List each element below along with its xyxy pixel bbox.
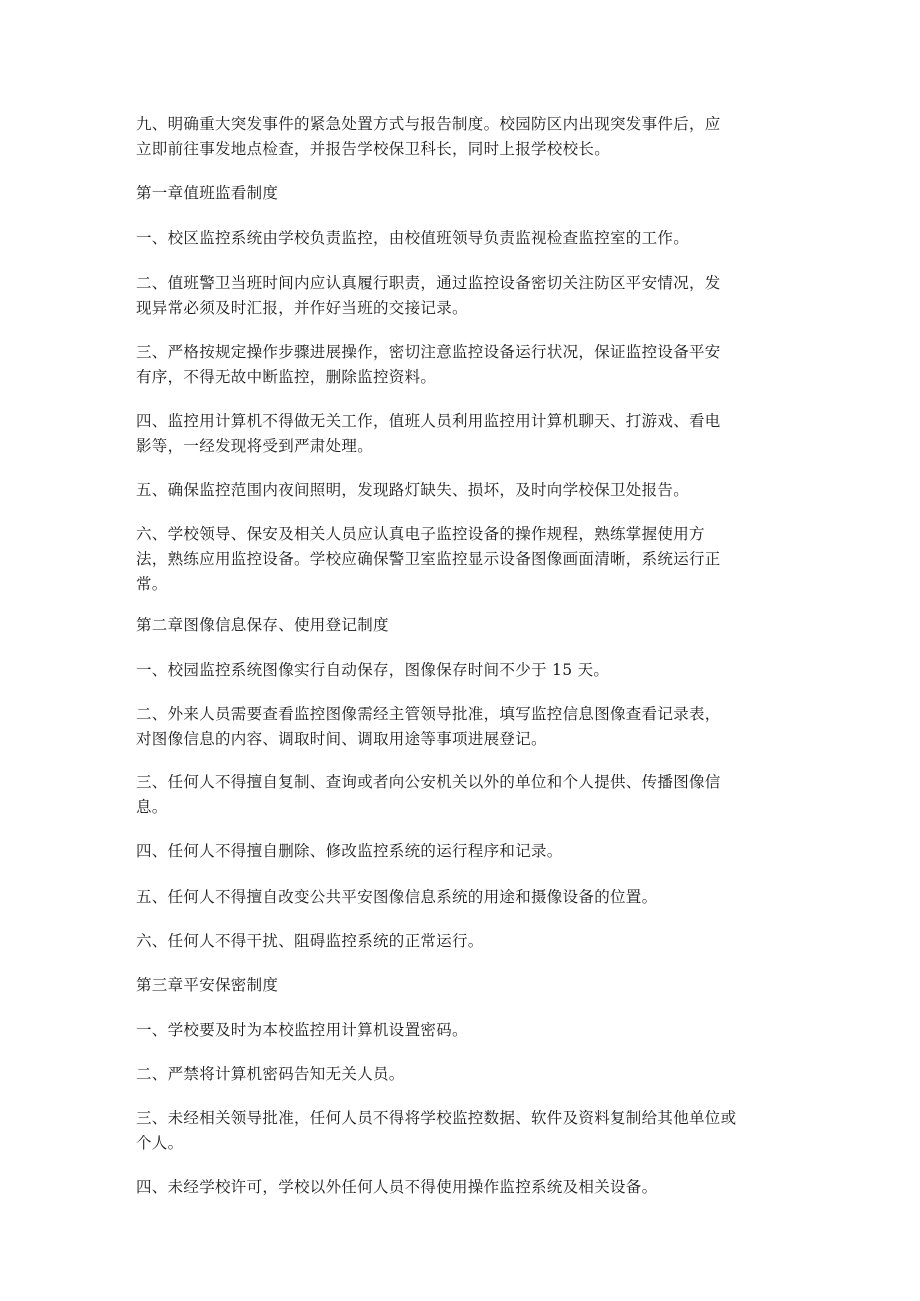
paragraph-line: 个人。 xyxy=(136,1134,184,1152)
ch2-item-4 xyxy=(136,839,786,864)
paragraph-line: 有序，不得无故中断监控，删除监控资料。 xyxy=(136,368,437,386)
ch2-item-1 xyxy=(136,658,786,683)
chapter-2-heading xyxy=(136,613,786,638)
paragraph-line: 常。 xyxy=(136,575,168,593)
ch2-item-6 xyxy=(136,929,786,954)
paragraph-line: 三、严格按规定操作步骤进展操作，密切注意监控设备运行状况，保证监控设备平安 xyxy=(136,343,721,361)
chapter-1-heading xyxy=(136,181,786,206)
heading-line: 第一章值班监看制度 xyxy=(136,184,279,202)
paragraph-line: 对图像信息的内容、调取时间、调取用途等事项进展登记。 xyxy=(136,730,547,748)
paragraph-9-emergency xyxy=(136,112,786,162)
paragraph-line: 四、监控用计算机不得做无关工作，值班人员利用监控用计算机聊天、打游戏、看电 xyxy=(136,412,721,430)
ch1-item-2 xyxy=(136,271,786,321)
ch1-item-4 xyxy=(136,409,786,459)
paragraph-line: 二、值班警卫当班时间内应认真履行职责，通过监控设备密切关注防区平安情况，发 xyxy=(136,274,721,292)
paragraph-line: 息。 xyxy=(136,798,168,816)
ch1-item-3 xyxy=(136,340,786,390)
paragraph-line: 六、任何人不得干扰、阻碍监控系统的正常运行。 xyxy=(136,932,484,950)
heading-line: 第二章图像信息保存、使用登记制度 xyxy=(136,616,389,634)
paragraph-line: 二、严禁将计算机密码告知无关人员。 xyxy=(136,1065,405,1083)
paragraph-line: 九、明确重大突发事件的紧急处置方式与报告制度。校园防区内出现突发事件后，应 xyxy=(136,115,721,133)
ch1-item-1 xyxy=(136,226,786,251)
paragraph-line: 六、学校领导、保安及相关人员应认真电子监控设备的操作规程，熟练掌握使用方 xyxy=(136,525,705,543)
ch1-item-5 xyxy=(136,478,786,503)
paragraph-line: 现异常必须及时汇报，并作好当班的交接记录。 xyxy=(136,299,468,317)
ch2-item-5 xyxy=(136,885,786,910)
paragraph-line: 二、外来人员需要查看监控图像需经主管领导批准，填写监控信息图像查看记录表， xyxy=(136,705,721,723)
paragraph-line: 一、学校要及时为本校监控用计算机设置密码。 xyxy=(136,1021,468,1039)
ch2-item-2 xyxy=(136,702,786,752)
chapter-3-heading xyxy=(136,973,786,998)
ch3-item-2 xyxy=(136,1062,786,1087)
paragraph-line: 四、任何人不得擅自删除、修改监控系统的运行程序和记录。 xyxy=(136,842,563,860)
paragraph-line: 五、确保监控范围内夜间照明，发现路灯缺失、损坏，及时向学校保卫处报告。 xyxy=(136,481,690,499)
ch3-item-1 xyxy=(136,1018,786,1043)
paragraph-line: 一、校园监控系统图像实行自动保存，图像保存时间不少于 15 天。 xyxy=(136,661,610,679)
ch3-item-3 xyxy=(136,1106,786,1156)
ch2-item-3 xyxy=(136,770,786,820)
paragraph-line: 一、校区监控系统由学校负责监控，由校值班领导负责监视检查监控室的工作。 xyxy=(136,229,690,247)
ch1-item-6 xyxy=(136,522,786,597)
paragraph-line: 影等，一经发现将受到严肃处理。 xyxy=(136,437,374,455)
paragraph-line: 法，熟练应用监控设备。学校应确保警卫室监控显示设备图像画面清晰，系统运行正 xyxy=(136,550,721,568)
paragraph-line: 四、未经学校许可，学校以外任何人员不得使用操作监控系统及相关设备。 xyxy=(136,1178,658,1196)
paragraph-line: 立即前往事发地点检查，并报告学校保卫科长，同时上报学校校长。 xyxy=(136,140,611,158)
heading-line: 第三章平安保密制度 xyxy=(136,976,279,994)
paragraph-line: 三、任何人不得擅自复制、查询或者向公安机关以外的单位和个人提供、传播图像信 xyxy=(136,773,721,791)
paragraph-line: 三、未经相关领导批准，任何人员不得将学校监控数据、软件及资料复制给其他单位或 xyxy=(136,1109,737,1127)
paragraph-line: 五、任何人不得擅自改变公共平安图像信息系统的用途和摄像设备的位置。 xyxy=(136,888,658,906)
ch3-item-4 xyxy=(136,1175,786,1200)
